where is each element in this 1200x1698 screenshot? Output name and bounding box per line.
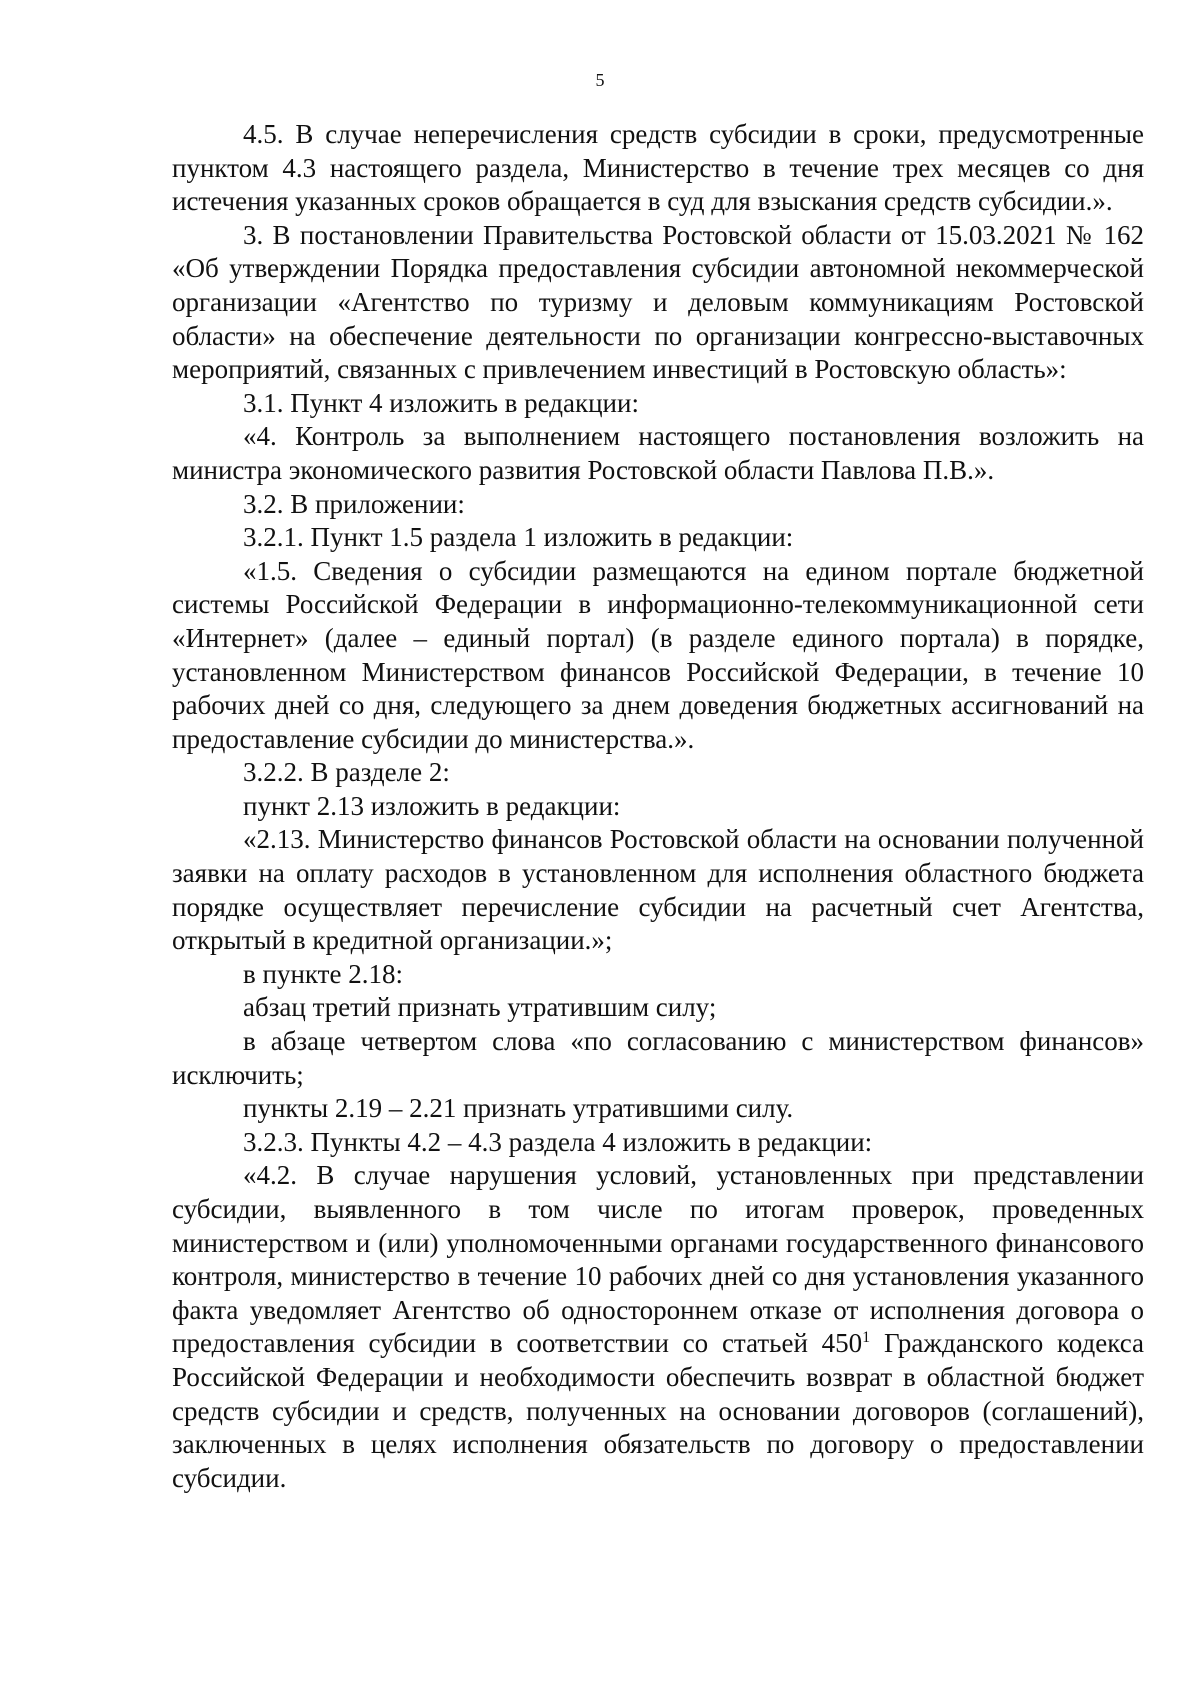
- paragraph-3-1: 3.1. Пункт 4 изложить в редакции:: [243, 387, 639, 418]
- document-body: [172, 118, 1144, 1495]
- paragraph-item-2-18: в пункте 2.18:: [243, 958, 403, 989]
- paragraph-4-2-text: [172, 1159, 1144, 1495]
- page-number: 5: [595, 70, 605, 90]
- paragraph-3: 3. В постановлении Правительства Ростовской области от 15.03.2021 № 162 «Об утверждении Порядка предоставления субсидии автономной некоммерческой организации «Агентство по туризму и деловым коммуникациям Ростовской области» на обеспечение деятельности по организации конгрессно-выставочных мероприятий, связанных с привлечением инвестиций в Ростовскую область»:: [172, 219, 1144, 385]
- paragraph-1-5-text: «1.5. Сведения о субсидии размещаются на едином портале бюджетной системы Российской Федерации в информационно-телекоммуникационной сети «Интернет» (далее – единый портал) (в разделе единого портала) в порядке, установленном Министерством финансов Российской Федерации, в течение 10 рабочих дней со дня, следующего за днем доведения бюджетных ассигнований на предоставление субсидии до министерства.».: [172, 555, 1144, 754]
- paragraph-2-13-text: «2.13. Министерство финансов Ростовской области на основании полученной заявки на оплату расходов в установленном для исполнения областного бюджета порядке осуществляет перечисление субсидии на расчетный счет Агентства, открытый в кредитной организации.»;: [172, 824, 1144, 956]
- paragraph-abzac-fourth: в абзаце четвертом слова «по согласованию с министерством финансов» исключить;: [172, 1026, 1144, 1090]
- paragraph-4-2-text-start: «4.2. В случае нарушения условий, установленных при представлении субсидии, выявленного в том числе по итогам проверок, проведенных министерством и (или) уполномоченными органами государственного финансового контроля, министерство в течение 10 рабочих дней со дня установления указанного факта уведомляет Агентство об одностороннем отказе от исполнения договора о предоставления субсидии в соответствии со статьей 450: [172, 1160, 1144, 1359]
- paragraph-4-2-text-end: Гражданского кодекса Российской Федерации и необходимости обеспечить возврат в областной бюджет средств субсидии и средств, полученных на основании договоров (соглашений), заключенных в целях исполнения обязательств по договору о предоставлении субсидии.: [172, 1328, 1144, 1493]
- paragraph-3-1-text: «4. Контроль за выполнением настоящего постановления возложить на министра экономического развития Ростовской области Павлова П.В.».: [172, 421, 1144, 485]
- paragraph-4-5: 4.5. В случае неперечисления средств субсидии в сроки, предусмотренные пунктом 4.3 настоящего раздела, Министерство в течение трех месяцев со дня истечения указанных сроков обращается в суд для взыскания средств субсидии.».: [172, 119, 1144, 217]
- paragraph-3-2-1: 3.2.1. Пункт 1.5 раздела 1 изложить в редакции:: [243, 522, 794, 553]
- paragraph-item-2-13: пункт 2.13 изложить в редакции:: [243, 790, 621, 821]
- paragraph-abzac-third: абзац третий признать утратившим силу;: [243, 992, 717, 1023]
- article-superscript: 1: [862, 1329, 871, 1347]
- paragraph-3-2-3: 3.2.3. Пункты 4.2 – 4.3 раздела 4 изложить в редакции:: [243, 1126, 873, 1157]
- paragraph-3-2: 3.2. В приложении:: [243, 488, 465, 519]
- paragraph-3-2-2: 3.2.2. В разделе 2:: [243, 757, 450, 788]
- paragraph-items-2-19-2-21: пункты 2.19 – 2.21 признать утратившими силу.: [243, 1093, 794, 1124]
